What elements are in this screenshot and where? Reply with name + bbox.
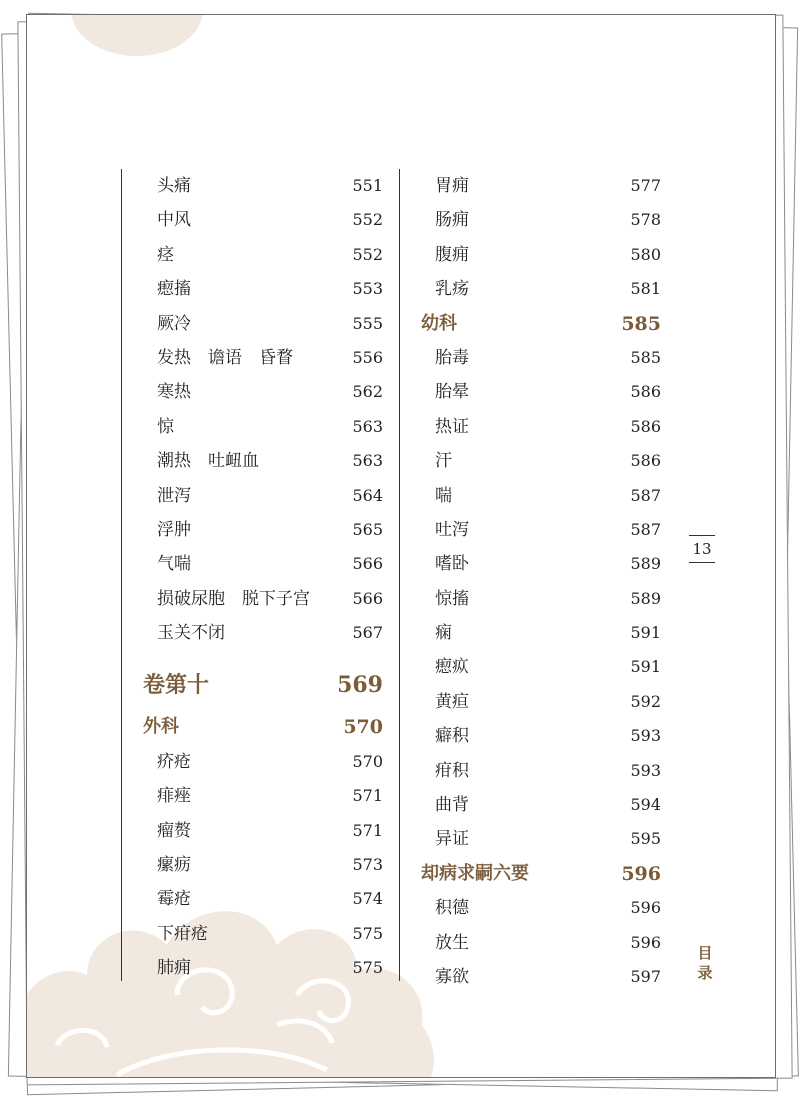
toc-entry-page: 565 [352, 519, 383, 539]
toc-entry-page: 563 [352, 451, 383, 471]
toc-entry-title: 卷第十 [143, 672, 210, 699]
toc-entry[interactable] [121, 410, 383, 444]
toc-column-right [399, 169, 661, 994]
toc-entry-page: 597 [630, 966, 661, 986]
toc-entry[interactable] [121, 616, 383, 650]
toc-entry[interactable] [399, 272, 661, 306]
toc-entry[interactable] [399, 479, 661, 513]
toc-entry-title: 痉 [157, 244, 174, 265]
toc-entry[interactable] [399, 719, 661, 753]
toc-section-heading[interactable] [121, 710, 383, 744]
toc-entry-page: 556 [352, 347, 383, 367]
toc-entry-title: 惊 [157, 416, 174, 437]
toc-entry-page: 592 [630, 691, 661, 711]
toc-entry-page: 586 [630, 382, 661, 402]
toc-entry-title: 损破尿胞 脱下子宫 [157, 588, 310, 609]
toc-entry[interactable] [399, 960, 661, 994]
toc-entry[interactable] [121, 479, 383, 513]
toc-entry-title: 喘 [435, 485, 452, 506]
toc-entry-page: 593 [630, 760, 661, 780]
toc-entry-page: 570 [352, 751, 383, 771]
toc-entry-page: 594 [630, 795, 661, 815]
toc-entry-title: 癖积 [435, 726, 469, 747]
toc-entry-page: 573 [352, 855, 383, 875]
toc-entry-title: 腹痈 [435, 244, 469, 265]
toc-entry-title: 胎毒 [435, 347, 469, 368]
toc-entry[interactable] [399, 788, 661, 822]
toc-entry[interactable] [399, 238, 661, 272]
toc-entry-page: 569 [337, 672, 383, 699]
toc-entry[interactable] [121, 513, 383, 547]
toc-entry-title: 寒热 [157, 382, 191, 403]
toc-entry[interactable] [121, 203, 383, 237]
toc-column-left [121, 169, 383, 986]
toc-entry-page: 591 [630, 623, 661, 643]
toc-entry[interactable] [121, 848, 383, 882]
toc-entry[interactable] [399, 513, 661, 547]
toc-entry[interactable] [121, 341, 383, 375]
toc-entry-page: 551 [352, 176, 383, 195]
toc-entry-title: 疥疮 [157, 751, 191, 772]
toc-entry-title: 发热 谵语 昏瞀 [157, 347, 293, 368]
toc-entry[interactable] [399, 650, 661, 684]
toc-entry-page: 555 [352, 313, 383, 333]
toc-entry[interactable] [121, 307, 383, 341]
toc-entry-page: 595 [630, 829, 661, 849]
toc-entry-page: 577 [630, 176, 661, 195]
toc-entry[interactable] [399, 547, 661, 581]
toc-entry-page: 596 [621, 862, 661, 885]
toc-entry-page: 585 [630, 347, 661, 367]
toc-entry-page: 571 [352, 820, 383, 840]
toc-entry[interactable] [121, 238, 383, 272]
toc-entry[interactable] [399, 926, 661, 960]
toc-entry-page: 596 [630, 932, 661, 952]
toc-entry-page: 567 [352, 623, 383, 643]
toc-entry-title: 中风 [157, 210, 191, 231]
toc-entry-title: 泄泻 [157, 485, 191, 506]
toc-entry[interactable] [121, 547, 383, 581]
toc-entry-title: 下疳疮 [157, 923, 208, 944]
toc-volume-heading[interactable] [121, 660, 383, 710]
toc-entry-title: 放生 [435, 932, 469, 953]
toc-entry-title: 气喘 [157, 554, 191, 575]
toc-entry-title: 玉关不闭 [157, 623, 225, 644]
toc-entry-page: 566 [352, 554, 383, 574]
toc-entry[interactable] [399, 169, 661, 203]
toc-entry-page: 587 [630, 519, 661, 539]
toc-entry-page: 578 [630, 210, 661, 230]
toc-entry-title: 惊搐 [435, 588, 469, 609]
toc-entry[interactable] [399, 375, 661, 409]
toc-entry-page: 552 [352, 210, 383, 230]
toc-entry-title: 寡欲 [435, 966, 469, 987]
toc-entry-title: 乳疡 [435, 279, 469, 300]
toc-entry-title: 外科 [143, 716, 179, 738]
toc-entry-page: 575 [352, 958, 383, 978]
toc-entry-title: 疳积 [435, 760, 469, 781]
toc-entry[interactable] [121, 745, 383, 779]
toc-entry[interactable] [121, 444, 383, 478]
toc-entry-title: 浮肿 [157, 519, 191, 540]
toc-entry[interactable] [399, 754, 661, 788]
toc-entry-title: 头痛 [157, 176, 191, 196]
toc-entry-title: 汗 [435, 451, 452, 472]
toc-entry-page: 571 [352, 786, 383, 806]
toc-entry-page: 581 [630, 279, 661, 299]
toc-entry[interactable] [399, 203, 661, 237]
toc-entry[interactable] [399, 616, 661, 650]
toc-entry-page: 591 [630, 657, 661, 677]
toc-entry-page: 596 [630, 898, 661, 918]
toc-entry-page: 593 [630, 726, 661, 746]
toc-entry-title: 积德 [435, 898, 469, 919]
toc-section-heading[interactable] [399, 307, 661, 341]
toc-entry-title: 胃痈 [435, 176, 469, 196]
toc-entry-title: 却病求嗣六要 [421, 862, 529, 884]
toc-entry-page: 562 [352, 382, 383, 402]
toc-entry-page: 564 [352, 485, 383, 505]
toc-entry-title: 肺痈 [157, 958, 191, 979]
toc-entry[interactable] [121, 917, 383, 951]
toc-entry-page: 553 [352, 279, 383, 299]
toc-entry-page: 580 [630, 244, 661, 264]
toc-entry[interactable] [399, 582, 661, 616]
toc-entry[interactable] [399, 891, 661, 925]
toc-entry-page: 566 [352, 588, 383, 608]
cloud-decoration-top [67, 14, 207, 65]
toc-section-heading[interactable] [399, 857, 661, 891]
toc-entry-title: 幼科 [421, 312, 457, 334]
toc-entry-title: 厥冷 [157, 313, 191, 334]
toc-entry-title: 瘤赘 [157, 820, 191, 841]
side-label-text: 目录 [697, 944, 713, 982]
toc-entry[interactable] [121, 951, 383, 985]
toc-entry[interactable] [121, 375, 383, 409]
toc-entry[interactable] [399, 685, 661, 719]
toc-entry[interactable] [121, 169, 383, 203]
toc-entry-page: 552 [352, 244, 383, 264]
toc-entry[interactable] [121, 882, 383, 916]
toc-entry-title: 潮热 吐衄血 [157, 451, 259, 472]
toc-entry[interactable] [121, 582, 383, 616]
toc-entry-title: 曲背 [435, 795, 469, 816]
toc-entry-page: 575 [352, 923, 383, 943]
toc-entry-title: 痱痤 [157, 786, 191, 807]
toc-entry-page: 570 [343, 716, 383, 739]
toc-entry-title: 瘛搐 [157, 279, 191, 300]
toc-entry[interactable] [399, 410, 661, 444]
toc-entry-page: 589 [630, 554, 661, 574]
table-of-contents-label [695, 943, 715, 983]
toc-entry[interactable] [399, 341, 661, 375]
toc-entry-page: 585 [621, 312, 661, 335]
toc-entry-title: 吐泻 [435, 519, 469, 540]
toc-entry-title: 黄疸 [435, 691, 469, 712]
toc-entry-title: 肠痈 [435, 210, 469, 231]
toc-entry-page: 586 [630, 416, 661, 436]
toc-entry-page: 586 [630, 451, 661, 471]
toc-entry[interactable] [121, 272, 383, 306]
toc-entry[interactable] [399, 822, 661, 856]
toc-entry-title: 痫 [435, 623, 452, 644]
toc-entry-page: 589 [630, 588, 661, 608]
toc-entry-title: 热证 [435, 416, 469, 437]
toc-entry-title: 胎晕 [435, 382, 469, 403]
toc-entry[interactable] [121, 814, 383, 848]
toc-entry-title: 嗜卧 [435, 554, 469, 575]
toc-entry-page: 587 [630, 485, 661, 505]
toc-entry[interactable] [121, 779, 383, 813]
toc-entry-title: 霉疮 [157, 889, 191, 910]
toc-entry-title: 异证 [435, 829, 469, 850]
toc-entry-title: 瘰疬 [157, 855, 191, 876]
toc-entry-page: 563 [352, 416, 383, 436]
toc-entry-title: 瘛疭 [435, 657, 469, 678]
toc-entry[interactable] [399, 444, 661, 478]
page-number: 13 [689, 535, 715, 563]
book-page [26, 14, 776, 1078]
toc-entry-page: 574 [352, 889, 383, 909]
